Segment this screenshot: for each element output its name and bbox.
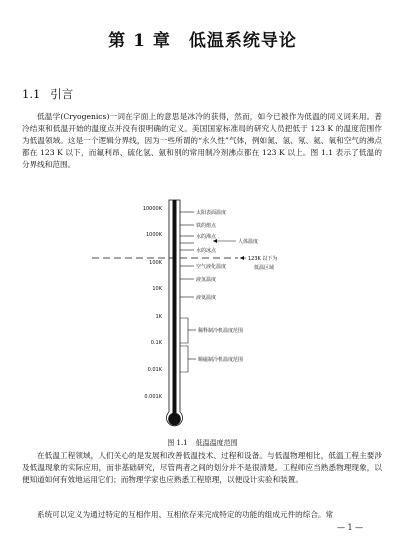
scale-label-10k: 10K bbox=[152, 286, 162, 292]
paragraph-text: 系统可以定义为通过特定的互相作用、互相依存来完成特定的功能的组成元件的综合。常 bbox=[37, 510, 334, 519]
section-heading bbox=[22, 86, 73, 102]
annotation-liquid-helium: 液氦温度 bbox=[196, 295, 217, 301]
annotation-dilution-refrigeration: 稀释制冷机温度范围 bbox=[198, 328, 244, 334]
chapter-title: 第 1 章 低温系统导论 bbox=[108, 31, 297, 51]
annotation-liquid-hydrogen: 液氢温度 bbox=[196, 277, 217, 283]
annotation-demagnetization-refrigeration: 顺磁制冷机温度范围 bbox=[198, 357, 244, 363]
section-title: 引言 bbox=[50, 87, 74, 101]
annotation-water-freezing: 水的冰点 bbox=[196, 248, 217, 254]
figure-title: 低温温度范围 bbox=[195, 439, 238, 447]
thermometer-icon bbox=[167, 200, 183, 426]
scale-label-100k: 100K bbox=[149, 260, 162, 266]
scale-label-1000k: 1000K bbox=[145, 232, 162, 238]
scale-label-0-1k: 0.1K bbox=[150, 340, 162, 346]
annotation-air-liquefaction: 空气液化温度 bbox=[196, 264, 227, 270]
page-number: — 1 — bbox=[337, 523, 364, 532]
scale-label-10000k: 10000K bbox=[142, 206, 162, 212]
scale-label-0-01k: 0.01K bbox=[147, 367, 162, 373]
paragraph-text: 在低温工程领域，人们关心的是发展和改善低温技术、过程和设备。与低温物理相比，低温工程主要涉及低温现象的实际应用，而非基础研究，尽管两者之间的划分并不是很清楚。工程师应当熟悉物理现象，以便知道如何有效地运用它们；而物理学家也应熟悉工程原理，以便设计实验和装置。 bbox=[22, 451, 382, 484]
scale-label-1k: 1K bbox=[155, 314, 162, 320]
intro-paragraph bbox=[22, 111, 382, 171]
annotation-sun-surface: 太阳表面温度 bbox=[196, 210, 227, 216]
annotation-iron-melting: 铁的熔点 bbox=[196, 223, 217, 229]
annotation-cryo-region: 低温区域 bbox=[254, 265, 275, 271]
temperature-range-figure bbox=[0, 190, 405, 435]
section-number: 1.1 bbox=[22, 87, 41, 101]
scale-label-0-001k: 0.001K bbox=[144, 394, 162, 400]
system-paragraph bbox=[22, 509, 382, 521]
annotation-water-boiling: 水的沸点 bbox=[196, 234, 217, 240]
paragraph-text: 低温学(Cryogenics)一词在字面上的意思是冰冷的获得，然而，如今已被作为低温的同义词来用。普冷结束和低温开始的温度点并没有很明确的定义。美国国家标准局的研究人员把低于 123 K 的温度范围作为低温领域。这是一个逻辑分界线，因为一些所谓的“永久性”气体，例如氮、氢、氖、氦、氧和空气的沸点都在 123 K 以下，而氟利昂、硫化氢、氨和别的常用制冷剂沸点都在 123 K 以上。图 1.1 表示了低温的分界线和范围。 bbox=[22, 112, 382, 169]
annotation-body-temp: 人体温度 bbox=[238, 239, 259, 245]
figure-caption bbox=[0, 438, 405, 448]
annotation-cryo-boundary: 123K 以下为 bbox=[248, 256, 278, 262]
engineering-paragraph bbox=[22, 450, 382, 486]
figure-number: 图 1.1 bbox=[167, 439, 188, 447]
